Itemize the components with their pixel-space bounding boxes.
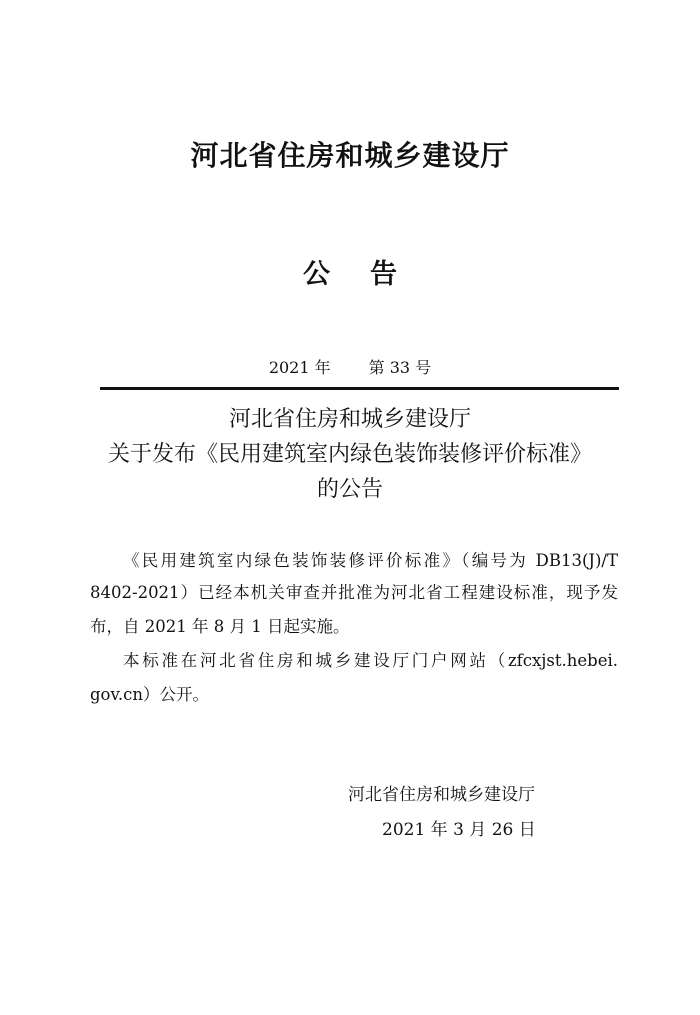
subject-line-2: 关于发布《民用建筑室内绿色装饰装修评价标准》 — [107, 442, 592, 467]
subject-line-3: 的公告 — [316, 477, 383, 502]
body-paragraph-1-line-2: 8402-2021）已经本机关审查并批准为河北省工程建设标准，现予发 — [90, 583, 618, 602]
header-divider — [100, 387, 619, 390]
doc-year: 2021 年 — [268, 358, 331, 377]
body-paragraph-1-line-3: 布，自 2021 年 8 月 1 日起实施。 — [90, 617, 350, 636]
doc-serial: 第 33 号 — [368, 358, 432, 377]
body-paragraph-2-line-2: gov.cn）公开。 — [90, 685, 209, 704]
agency-header: 河北省住房和城乡建设厅 — [190, 139, 510, 172]
subject-line-1: 河北省住房和城乡建设厅 — [228, 407, 471, 432]
notice-title: 公告 — [303, 259, 437, 290]
document-number — [0, 355, 700, 378]
body-paragraph-2-line-1: 本标准在河北省住房和城乡建设厅门户网站（zfcxjst.hebei. — [123, 651, 618, 670]
signature-agency: 河北省住房和城乡建设厅 — [348, 785, 535, 805]
body-paragraph-1-line-1: 《民用建筑室内绿色装饰装修评价标准》（编号为 DB13(J)/T — [123, 551, 618, 570]
signature-date: 2021 年 3 月 26 日 — [382, 820, 536, 840]
